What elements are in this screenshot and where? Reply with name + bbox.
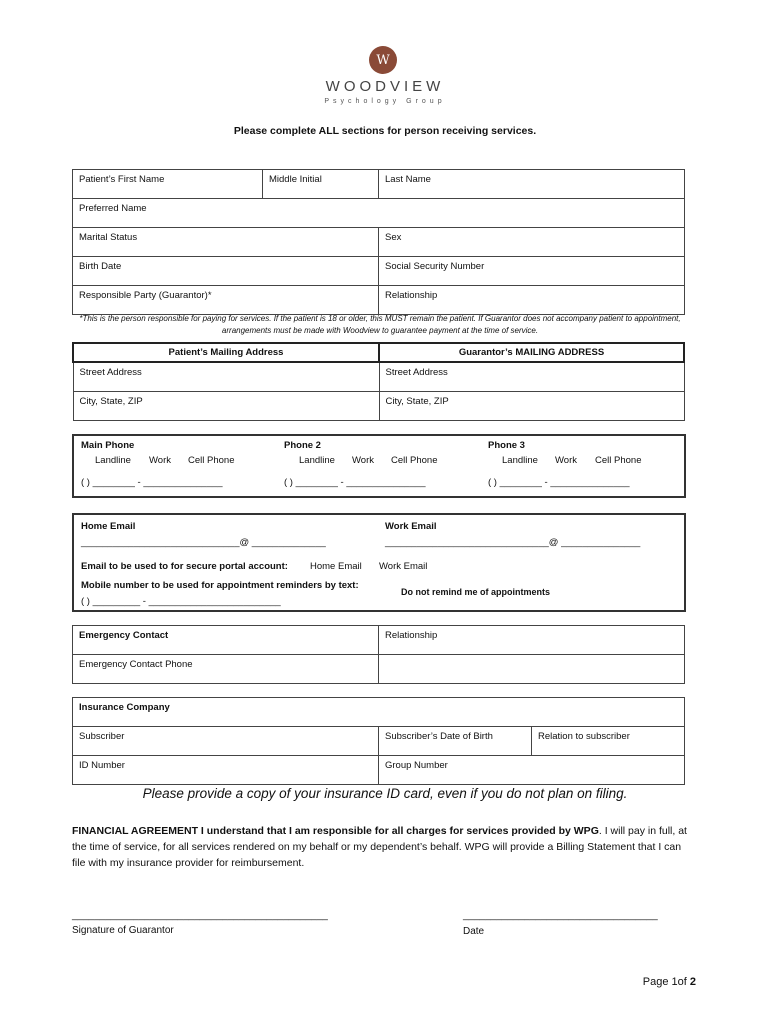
home-email-label: Home Email (81, 521, 136, 532)
relation-subscriber-label: Relation to subscriber (538, 731, 630, 742)
id-number-label: ID Number (79, 760, 125, 771)
financial-agreement (72, 823, 688, 871)
sex-label: Sex (385, 232, 402, 243)
email-section (72, 513, 686, 612)
last-name-label: Last Name (385, 174, 431, 185)
subscriber-dob-field[interactable] (379, 727, 532, 756)
no-reminder-option[interactable]: Do not remind me of appointments (401, 587, 551, 597)
ssn-label: Social Security Number (385, 261, 485, 272)
guarantor-city-field[interactable] (379, 391, 684, 420)
phone3-landline-option[interactable]: Landline (502, 455, 538, 466)
main-phone-input[interactable]: ( ) ________ - _______________ (81, 477, 223, 488)
insurance-card-note: Please provide a copy of your insurance ID card, even if you do not plan on filing. (142, 786, 628, 801)
responsible-party-label: Responsible Party (Guarantor)* (79, 290, 212, 301)
relationship-field[interactable] (379, 286, 685, 315)
work-email-label: Work Email (385, 521, 437, 532)
id-number-field[interactable] (73, 756, 379, 785)
page-of: of (677, 976, 690, 988)
logo-subtitle: Psychology Group (324, 98, 446, 105)
phone3-cell-option[interactable]: Cell Phone (595, 455, 642, 466)
logo-name: WOODVIEW (325, 78, 445, 95)
emergency-phone-field[interactable] (73, 655, 379, 684)
page-current: 1 (671, 976, 678, 988)
emergency-relationship-field[interactable] (379, 626, 685, 655)
insurance-table (72, 697, 685, 785)
signature-line[interactable]: ______________________________________________ (72, 910, 328, 921)
middle-initial-label: Middle Initial (269, 174, 322, 185)
subscriber-field[interactable] (73, 727, 379, 756)
ssn-field[interactable] (379, 257, 685, 286)
group-number-field[interactable] (379, 756, 685, 785)
phone2-landline-option[interactable]: Landline (299, 455, 335, 466)
phone2-cell-option[interactable]: Cell Phone (391, 455, 438, 466)
patient-street-field[interactable] (73, 362, 379, 391)
phone2-work-option[interactable]: Work (352, 455, 374, 466)
emergency-contact-field[interactable] (73, 626, 379, 655)
phone2-label: Phone 2 (284, 440, 321, 451)
insurance-company-field[interactable] (73, 698, 685, 727)
home-email-input[interactable]: ______________________________@ ______________ (81, 537, 326, 548)
patient-city-field[interactable] (73, 391, 379, 420)
phones-section (72, 434, 686, 498)
mobile-reminder-label: Mobile number to be used for appointment reminders by text: (81, 580, 359, 591)
guarantor-street-label: Street Address (385, 367, 448, 378)
emergency-phone-label: Emergency Contact Phone (79, 659, 193, 670)
mobile-number-input[interactable]: ( ) _________ - _________________________ (81, 596, 281, 607)
phone2-input[interactable]: ( ) ________ - _______________ (284, 477, 426, 488)
main-phone-label: Main Phone (81, 440, 135, 451)
subscriber-label: Subscriber (79, 731, 125, 742)
agreement-text: . I will pay in full, at the time of service, for all services rendered on my behalf or my dependent’s behalf. WPG will provide a Billing Statement that I can file with my insurance provider for reimbursement. (72, 825, 687, 869)
address-table (72, 342, 685, 421)
signature-label: Signature of Guarantor (72, 925, 174, 936)
relation-subscriber-field[interactable] (532, 727, 685, 756)
page-total: 2 (689, 976, 696, 988)
instructions: Please complete ALL sections for person receiving services. (233, 125, 537, 137)
preferred-name-field[interactable] (73, 199, 685, 228)
first-name-field[interactable] (73, 170, 263, 199)
phone3-work-option[interactable]: Work (555, 455, 577, 466)
emergency-relationship-label: Relationship (385, 630, 438, 641)
phone3-label: Phone 3 (488, 440, 525, 451)
birth-date-field[interactable] (73, 257, 379, 286)
emergency-table (72, 625, 685, 684)
main-cell-option[interactable]: Cell Phone (188, 455, 235, 466)
last-name-field[interactable] (379, 170, 685, 199)
marital-status-field[interactable] (73, 228, 379, 257)
patient-address-header: Patient’s Mailing Address (73, 343, 379, 362)
group-number-label: Group Number (385, 760, 448, 771)
emergency-blank-cell (379, 655, 685, 684)
work-email-input[interactable]: _______________________________@ _______________ (385, 537, 641, 548)
portal-work-option[interactable]: Work Email (379, 561, 428, 572)
main-landline-option[interactable]: Landline (95, 455, 131, 466)
preferred-name-label: Preferred Name (79, 203, 147, 214)
patient-info-table (72, 169, 685, 315)
guarantor-note: *This is the person responsible for paying for services. If the patient is 18 or older, this MUST remain the patient. If Guarantor does not accompany patient to appointment, arrangements must be made with Woodview to guarantee payment at the time of service. (79, 314, 681, 335)
guarantor-city-label: City, State, ZIP (385, 395, 449, 407)
page-word: Page (642, 976, 672, 988)
date-line[interactable]: ___________________________________ (463, 910, 658, 921)
patient-street-label: Street Address (79, 367, 142, 378)
logo-mark: W (369, 46, 397, 74)
portal-home-option[interactable]: Home Email (310, 561, 362, 572)
main-work-option[interactable]: Work (149, 455, 171, 466)
subscriber-dob-label: Subscriber’s Date of Birth (385, 731, 493, 742)
emergency-contact-label: Emergency Contact (79, 630, 169, 641)
agreement-bold: FINANCIAL AGREEMENT I understand that I am responsible for all charges for services provided by WPG (72, 825, 599, 837)
middle-initial-field[interactable] (263, 170, 379, 199)
page-number (643, 976, 696, 988)
relationship-label: Relationship (385, 290, 438, 301)
phone3-input[interactable]: ( ) ________ - _______________ (488, 477, 630, 488)
insurance-company-label: Insurance Company (79, 702, 170, 713)
date-label: Date (463, 926, 485, 937)
sex-field[interactable] (379, 228, 685, 257)
birth-date-label: Birth Date (79, 261, 122, 272)
marital-status-label: Marital Status (79, 232, 138, 243)
guarantor-address-header: Guarantor’s MAILING ADDRESS (379, 343, 684, 362)
patient-city-label: City, State, ZIP (79, 395, 143, 407)
portal-account-label: Email to be used to for secure portal account: (81, 561, 288, 572)
responsible-party-field[interactable] (73, 286, 379, 315)
first-name-label: Patient’s First Name (79, 174, 165, 185)
guarantor-street-field[interactable] (379, 362, 684, 391)
